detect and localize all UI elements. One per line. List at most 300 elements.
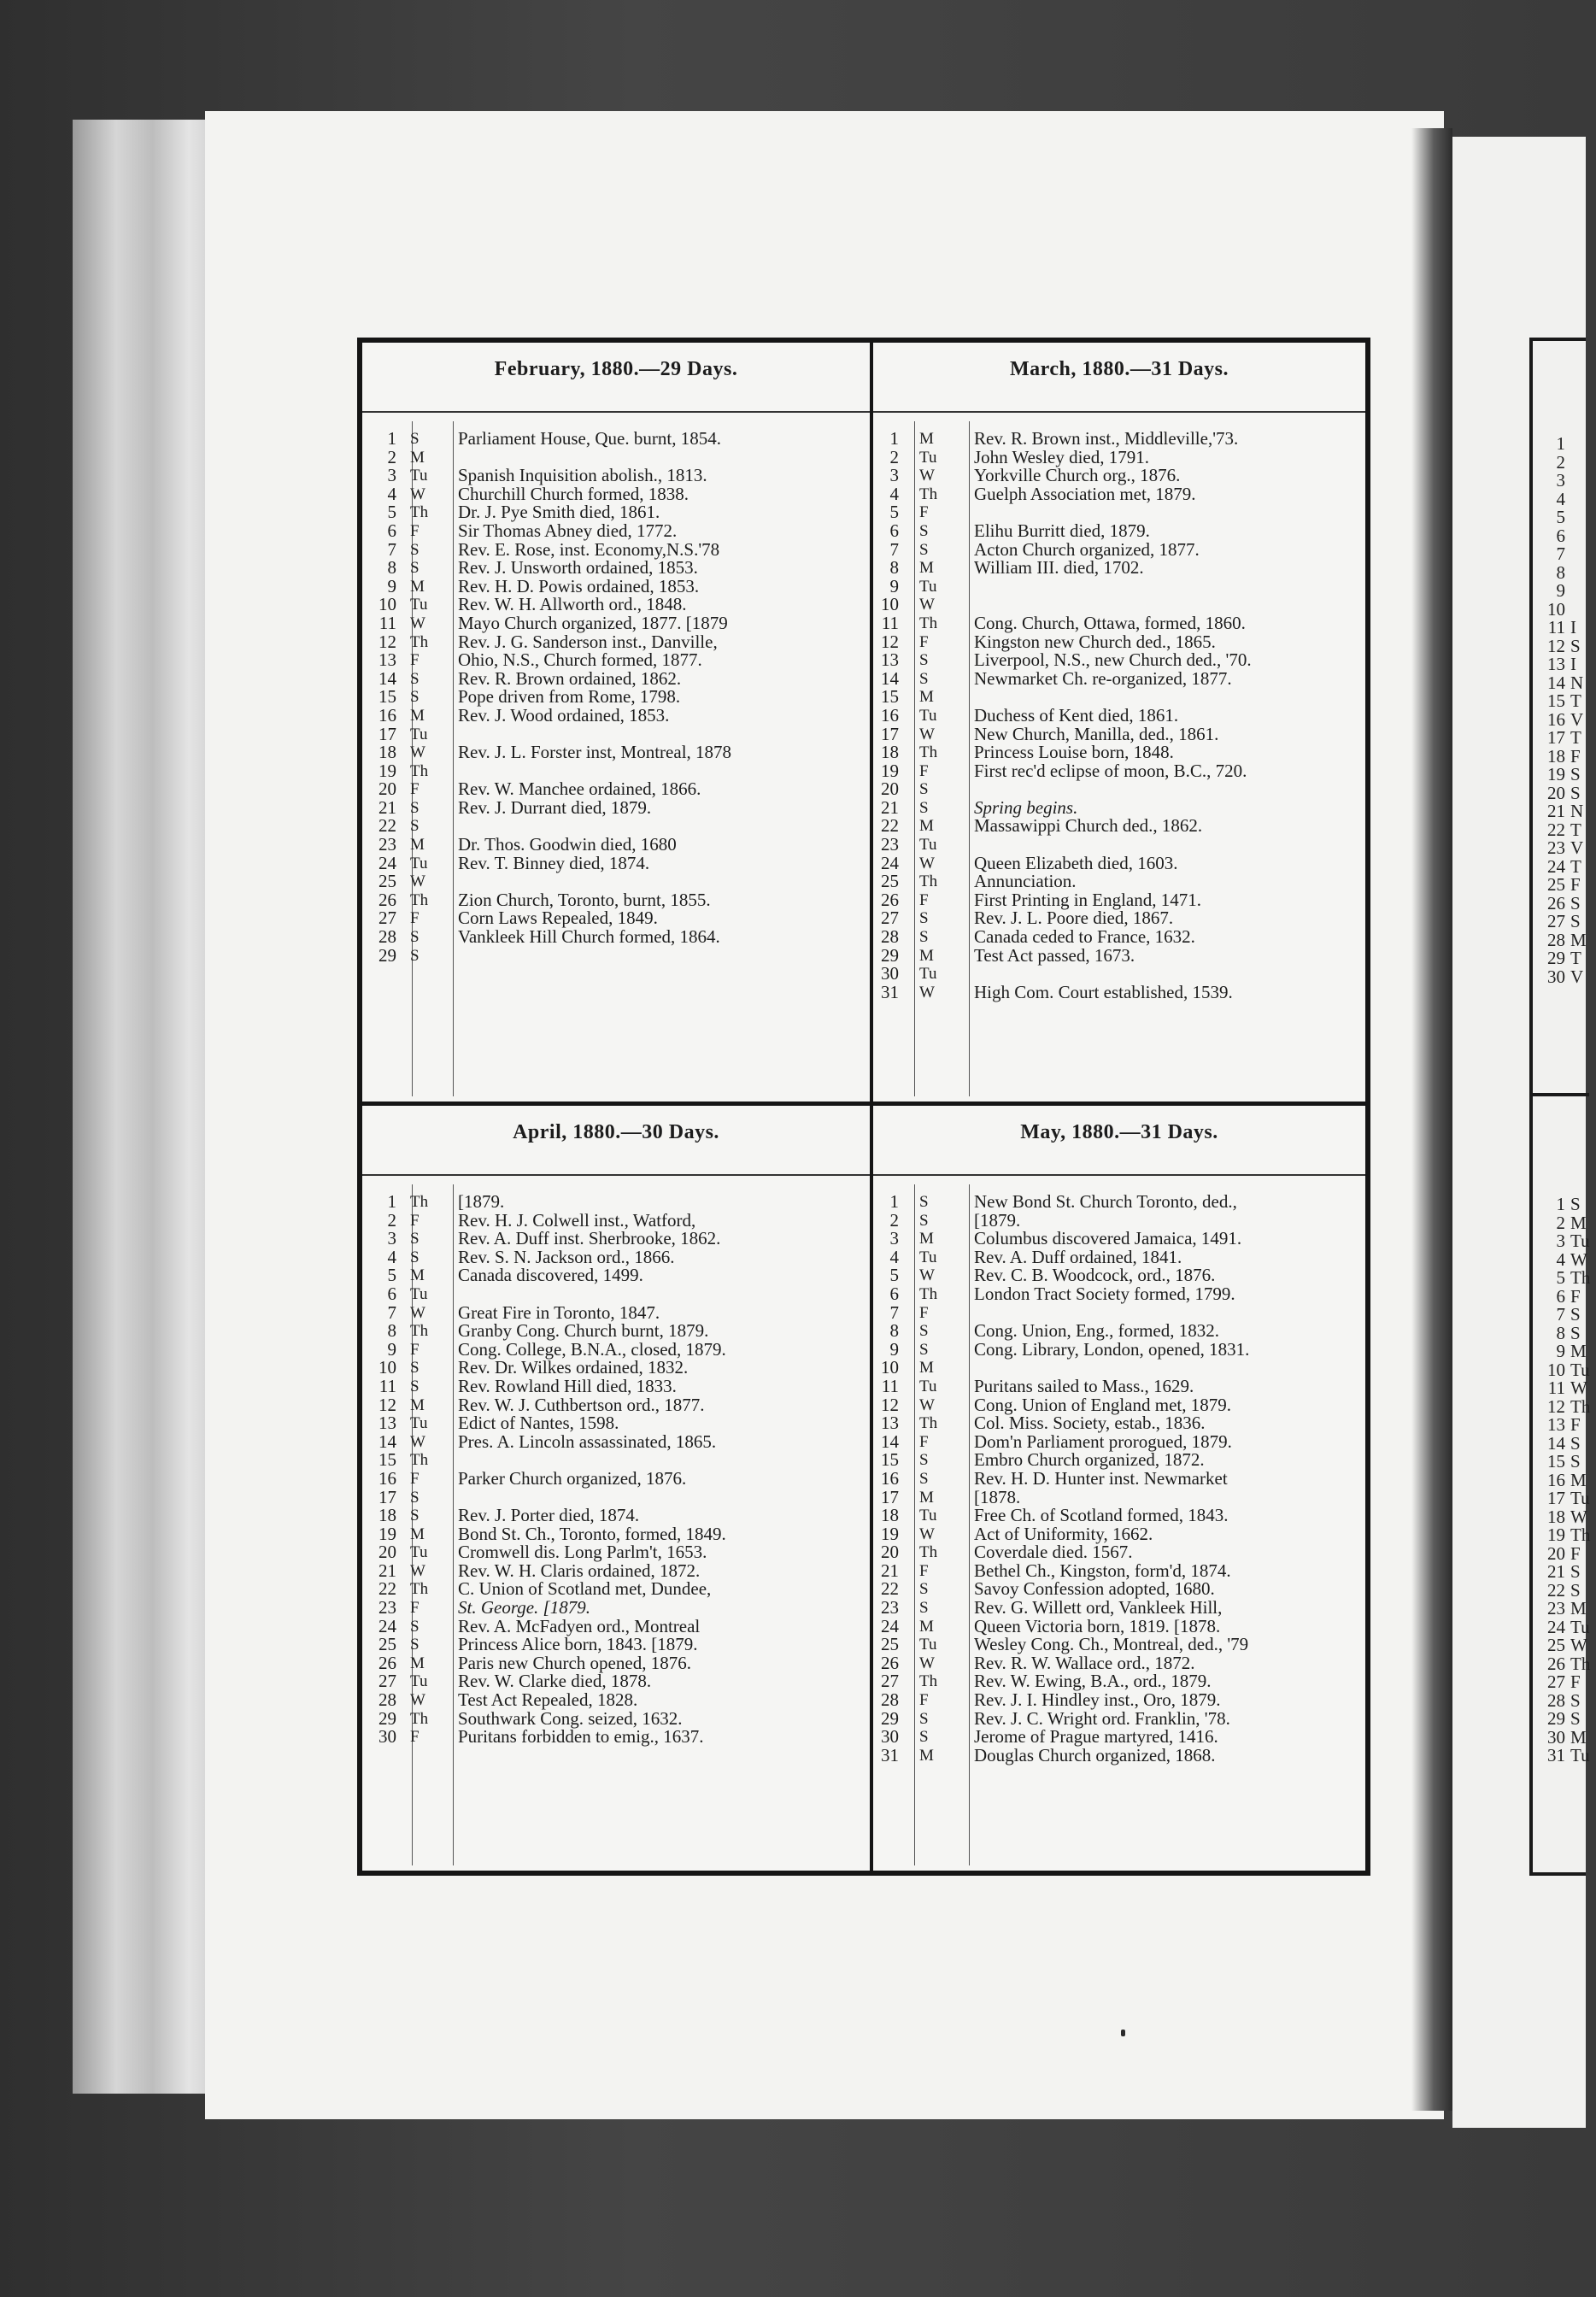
- event-text: Rev. W. Manchee ordained, 1866.: [458, 778, 701, 800]
- day-number: 16: [881, 1467, 899, 1489]
- event-text: [453, 1285, 870, 1304]
- fragment-cell: S: [1570, 1689, 1581, 1711]
- day-row: [873, 1338, 1365, 1360]
- weekday: M: [919, 1230, 934, 1248]
- day-row: [362, 1285, 870, 1304]
- day-row: [362, 446, 870, 467]
- event-text: Rev. R. Brown ordained, 1862.: [458, 667, 682, 689]
- day-number: 29: [881, 944, 899, 966]
- event-text: Zion Church, Toronto, burnt, 1855.: [458, 889, 711, 910]
- day-number: 7: [889, 538, 899, 560]
- weekday: Th: [410, 1193, 429, 1211]
- fragment-cell: S: [1570, 1708, 1581, 1729]
- weekday: M: [919, 817, 934, 836]
- day-row: [362, 1562, 870, 1581]
- month-title: February, 1880.—29 Days.: [494, 358, 738, 380]
- fragment-cell: 8: [1556, 561, 1565, 583]
- fragment-cell: M: [1570, 1598, 1587, 1618]
- weekday: S: [410, 817, 420, 836]
- day-row: [362, 1359, 870, 1378]
- fragment-cell: S: [1570, 1432, 1581, 1454]
- day-row: [362, 1375, 870, 1396]
- day-row: [362, 872, 870, 891]
- fragment-cell: W: [1570, 1506, 1587, 1527]
- weekday: S: [410, 798, 420, 817]
- event-text: Coverdale died. 1567.: [974, 1542, 1133, 1563]
- fragment-cell: 16: [1547, 708, 1565, 730]
- day-rows: [873, 430, 1365, 1002]
- event-text: Rev. S. N. Jackson ord., 1866.: [458, 1246, 675, 1267]
- day-number: 21: [881, 1560, 899, 1581]
- event-text: [969, 503, 1365, 522]
- fragment-cell: [1570, 582, 1596, 601]
- weekday: Tu: [919, 1248, 937, 1266]
- day-row: [362, 1338, 870, 1360]
- weekday: S: [410, 430, 420, 448]
- day-row: [873, 1285, 1365, 1304]
- fragment-cell: Tu: [1570, 1745, 1590, 1765]
- event-text: Spring begins.: [974, 796, 1078, 818]
- weekday: M: [919, 946, 934, 965]
- fragment-cell: 14: [1547, 1432, 1565, 1454]
- weekday: S: [919, 1709, 929, 1728]
- day-number: 23: [881, 1597, 899, 1618]
- fragment-cell: 2: [1556, 451, 1565, 473]
- day-row: [873, 1580, 1365, 1599]
- fragment-cell: 22: [1547, 1579, 1565, 1601]
- day-row: [873, 909, 1365, 928]
- event-text: Rev. H. D. Powis ordained, 1853.: [458, 575, 700, 596]
- event-text: Great Fire in Toronto, 1847.: [458, 1301, 660, 1323]
- fragment-cell: 23: [1547, 837, 1565, 858]
- day-number: 23: [881, 834, 899, 855]
- fragment-cell: 25: [1547, 1635, 1565, 1655]
- day-number: 4: [387, 483, 396, 504]
- fragment-cell: 13: [1547, 1414, 1565, 1435]
- day-row: [873, 1451, 1365, 1470]
- fragment-cell: 26: [1547, 892, 1565, 914]
- weekday: F: [919, 1303, 929, 1322]
- fragment-cell: 21: [1547, 801, 1565, 821]
- fragment-cell: 28: [1547, 929, 1565, 950]
- weekday: Th: [410, 1451, 429, 1470]
- fragment-cell: 15: [1547, 690, 1565, 711]
- day-row: [873, 1562, 1365, 1581]
- event-text: Acton Church organized, 1877.: [974, 538, 1200, 560]
- event-text: Newmarket Ch. re-organized, 1877.: [974, 667, 1232, 689]
- day-row: [873, 1599, 1365, 1618]
- fragment-cell: I: [1570, 617, 1576, 637]
- weekday: Tu: [410, 1414, 428, 1433]
- weekday: Th: [919, 485, 938, 503]
- event-text: Puritans forbidden to emig., 1637.: [458, 1726, 704, 1748]
- event-text: [453, 762, 870, 781]
- day-row: [873, 596, 1365, 614]
- event-text: Douglas Church organized, 1868.: [974, 1744, 1216, 1765]
- day-row: [873, 485, 1365, 504]
- day-number: 19: [378, 1523, 396, 1544]
- event-text: Act of Uniformity, 1662.: [974, 1523, 1153, 1544]
- event-text: Wesley Cong. Ch., Montreal, ded., '79: [974, 1634, 1249, 1655]
- weekday: S: [410, 1507, 420, 1525]
- day-number: 29: [378, 1707, 396, 1729]
- day-number: 26: [881, 1652, 899, 1673]
- fragment-cell: S: [1570, 764, 1581, 784]
- weekday: F: [410, 1211, 420, 1230]
- day-number: 28: [378, 1689, 396, 1711]
- day-row: [873, 1301, 1365, 1323]
- fragment-cell: 25: [1547, 874, 1565, 895]
- day-row: [873, 1414, 1365, 1433]
- event-text: Rev. H. D. Hunter inst. Newmarket: [974, 1467, 1228, 1489]
- day-number: 21: [378, 796, 396, 818]
- day-row: [873, 1322, 1365, 1341]
- event-text: Free Ch. of Scotland formed, 1843.: [974, 1505, 1229, 1526]
- day-row: [873, 575, 1365, 596]
- day-number: 28: [378, 926, 396, 948]
- day-row: [362, 1543, 870, 1562]
- event-text: London Tract Society formed, 1799.: [974, 1283, 1235, 1304]
- month-title: March, 1880.—31 Days.: [1009, 358, 1229, 380]
- day-number: 13: [378, 1413, 396, 1434]
- day-number: 16: [881, 704, 899, 726]
- weekday: S: [410, 1230, 420, 1248]
- event-text: Churchill Church formed, 1838.: [458, 483, 689, 504]
- event-text: Rev. E. Rose, inst. Economy,N.S.'78: [458, 538, 720, 560]
- weekday: W: [919, 1266, 935, 1285]
- fragment-cell: 31: [1547, 1745, 1565, 1765]
- fragment-cell: M: [1570, 1212, 1587, 1233]
- day-number: 10: [378, 1357, 396, 1378]
- page-edges: [73, 120, 218, 2094]
- weekday: F: [919, 1432, 929, 1451]
- fragment-cell: 12: [1547, 1395, 1565, 1417]
- day-number: 22: [881, 1578, 899, 1600]
- event-text: [453, 726, 870, 744]
- day-number: 6: [387, 520, 396, 541]
- day-number: 25: [881, 871, 899, 892]
- event-text: Rev. W. H. Allworth ord., 1848.: [458, 594, 687, 615]
- weekday: S: [919, 540, 929, 559]
- event-text: Cong. Union of England met, 1879.: [974, 1394, 1231, 1415]
- event-text: Spanish Inquisition abolish., 1813.: [458, 465, 707, 486]
- event-text: New Bond St. Church Toronto, ded.,: [974, 1191, 1237, 1212]
- day-number: 21: [881, 796, 899, 818]
- day-row: [873, 762, 1365, 781]
- fragment-cell: 26: [1547, 1653, 1565, 1674]
- event-text: Parker Church organized, 1876.: [458, 1467, 687, 1489]
- event-text: Rev. J. Porter died, 1874.: [458, 1505, 640, 1526]
- day-row: [873, 1507, 1365, 1525]
- event-text: High Com. Court established, 1539.: [974, 981, 1233, 1002]
- event-text: Rev. W. Ewing, B.A., ord., 1879.: [974, 1671, 1212, 1692]
- day-row: [362, 1580, 870, 1599]
- weekday: S: [410, 688, 420, 707]
- fragment-cell: 11: [1547, 617, 1565, 637]
- day-row: [362, 1230, 870, 1248]
- day-number: 18: [378, 742, 396, 763]
- day-row: [873, 1525, 1365, 1544]
- fragment-cell: 5: [1556, 507, 1565, 527]
- weekday: Th: [410, 1580, 429, 1599]
- event-text: Yorkville Church org., 1876.: [974, 465, 1181, 486]
- weekday: Th: [919, 743, 938, 762]
- day-number: 8: [387, 1320, 396, 1342]
- day-number: 10: [881, 594, 899, 615]
- day-number: 25: [881, 1634, 899, 1655]
- event-text: Paris new Church opened, 1876.: [458, 1652, 691, 1673]
- day-row: [873, 836, 1365, 855]
- day-row: [362, 891, 870, 910]
- title-rule: [362, 411, 870, 413]
- fragment-cell: 10: [1547, 598, 1565, 620]
- day-number: 7: [889, 1301, 899, 1323]
- day-number: 10: [881, 1357, 899, 1378]
- weekday: W: [919, 854, 935, 872]
- day-row: [362, 522, 870, 541]
- weekday: S: [919, 1469, 929, 1488]
- day-row: [873, 981, 1365, 1002]
- weekday: W: [919, 725, 935, 743]
- weekday: W: [919, 1395, 935, 1414]
- weekday: S: [919, 1322, 929, 1341]
- weekday: S: [410, 1248, 420, 1266]
- event-text: Rev. R. W. Wallace ord., 1872.: [974, 1652, 1195, 1673]
- event-text: Puritans sailed to Mass., 1629.: [974, 1375, 1194, 1396]
- event-text: Rev. A. Duff inst. Sherbrooke, 1862.: [458, 1228, 721, 1249]
- weekday: S: [919, 909, 929, 928]
- day-number: 19: [378, 760, 396, 781]
- day-row: [873, 430, 1365, 449]
- month-february: [362, 343, 870, 1102]
- day-row: [362, 1707, 870, 1729]
- event-text: John Wesley died, 1791.: [974, 446, 1149, 467]
- event-text: Rev. A. McFadyen ord., Montreal: [458, 1615, 701, 1636]
- event-text: Savoy Confession adopted, 1680.: [974, 1578, 1215, 1600]
- event-text: [453, 817, 870, 836]
- day-row: [362, 651, 870, 670]
- event-text: William III. died, 1702.: [974, 557, 1144, 579]
- fragment-cell: T: [1570, 819, 1581, 840]
- day-row: [362, 1615, 870, 1636]
- day-number: 23: [378, 1597, 396, 1618]
- event-text: Rev. J. Wood ordained, 1853.: [458, 704, 670, 726]
- weekday: F: [919, 632, 929, 651]
- day-number: 2: [889, 1209, 899, 1231]
- day-row: [362, 1467, 870, 1489]
- day-number: 31: [881, 981, 899, 1002]
- weekday: W: [410, 1561, 425, 1580]
- event-text: Rev. Rowland Hill died, 1833.: [458, 1375, 677, 1396]
- day-row: [362, 1301, 870, 1323]
- day-number: 6: [889, 1283, 899, 1304]
- event-text: [969, 836, 1365, 855]
- day-number: 16: [378, 704, 396, 726]
- day-number: 20: [378, 1542, 396, 1563]
- weekday: Th: [410, 1709, 429, 1728]
- day-number: 28: [881, 1689, 899, 1711]
- fragment-cell: Th: [1570, 1395, 1591, 1417]
- weekday: Tu: [410, 1284, 428, 1303]
- weekday: Tu: [410, 467, 428, 485]
- day-number: 30: [881, 963, 899, 984]
- day-row: [362, 1636, 870, 1654]
- weekday: F: [919, 761, 929, 780]
- day-number: 10: [378, 594, 396, 615]
- weekday: Th: [919, 614, 938, 632]
- event-text: Rev. R. Brown inst., Middleville,'73.: [974, 428, 1239, 449]
- weekday: M: [410, 1524, 425, 1543]
- weekday: F: [410, 651, 420, 670]
- day-number: 6: [889, 520, 899, 541]
- day-number: 27: [378, 1671, 396, 1692]
- day-number: 4: [889, 1246, 899, 1267]
- weekday: M: [410, 706, 425, 725]
- fragment-cell: T: [1570, 690, 1581, 711]
- day-row: [873, 928, 1365, 947]
- event-text: C. Union of Scotland met, Dundee,: [458, 1578, 712, 1600]
- weekday: S: [410, 1359, 420, 1378]
- event-text: [1878.: [974, 1486, 1021, 1507]
- month-may: [873, 1106, 1365, 1871]
- day-row: [362, 780, 870, 799]
- weekday: M: [919, 559, 934, 578]
- day-row: [362, 1322, 870, 1341]
- weekday: Tu: [410, 1543, 428, 1562]
- day-row: [362, 817, 870, 836]
- fragment-cell: 24: [1547, 855, 1565, 877]
- day-number: 12: [881, 631, 899, 652]
- weekday: M: [410, 448, 425, 467]
- fragment-cell: Tu: [1570, 1231, 1590, 1251]
- fragment-cell: 11: [1547, 1378, 1565, 1398]
- event-text: Rev. W. H. Claris ordained, 1872.: [458, 1560, 701, 1581]
- day-number: 1: [889, 428, 899, 449]
- fragment-cell: F: [1570, 1542, 1581, 1564]
- weekday: S: [919, 1451, 929, 1470]
- fragment-cell: Tu: [1570, 1616, 1590, 1637]
- event-text: Embro Church organized, 1872.: [974, 1449, 1205, 1471]
- fragment-cell: 12: [1547, 635, 1565, 656]
- fragment-cell: [1570, 472, 1596, 491]
- fragment-cell: 5: [1556, 1267, 1565, 1288]
- fragment-cell: 24: [1547, 1616, 1565, 1637]
- day-row: [362, 633, 870, 652]
- day-number: 15: [881, 1449, 899, 1471]
- event-text: Princess Louise born, 1848.: [974, 742, 1174, 763]
- day-number: 3: [387, 1228, 396, 1249]
- day-row: [873, 1467, 1365, 1489]
- fragment-cell: 6: [1556, 525, 1565, 546]
- weekday: S: [410, 540, 420, 559]
- weekday: W: [410, 872, 425, 891]
- weekday: Tu: [919, 1507, 937, 1525]
- fragment-cell: 16: [1547, 1469, 1565, 1490]
- weekday: S: [919, 521, 929, 540]
- fragment-cell: F: [1570, 874, 1581, 895]
- right-day-numbers-bottom: [1540, 1195, 1565, 1765]
- fragment-cell: 1: [1556, 433, 1565, 454]
- day-number: 12: [881, 1394, 899, 1415]
- day-number: 4: [889, 483, 899, 504]
- day-number: 26: [378, 889, 396, 910]
- fragment-cell: 10: [1547, 1359, 1565, 1380]
- weekday: W: [919, 1654, 935, 1672]
- day-row: [362, 1691, 870, 1710]
- fragment-cell: Th: [1570, 1653, 1591, 1674]
- event-text: First rec'd eclipse of moon, B.C., 720.: [974, 760, 1247, 781]
- day-number: 14: [378, 667, 396, 689]
- fragment-cell: M: [1570, 929, 1587, 950]
- event-text: Bond St. Ch., Toronto, formed, 1849.: [458, 1523, 726, 1544]
- day-row: [362, 1672, 870, 1691]
- weekday: Tu: [919, 448, 937, 467]
- fragment-cell: [1570, 508, 1596, 527]
- right-table-divider: [1533, 1093, 1589, 1096]
- fragment-cell: 22: [1547, 819, 1565, 840]
- event-text: Annunciation.: [974, 871, 1077, 892]
- day-number: 20: [881, 1542, 899, 1563]
- right-page-table: [1529, 338, 1591, 1876]
- event-text: Kingston new Church ded., 1865.: [974, 631, 1216, 652]
- event-text: Guelph Association met, 1879.: [974, 483, 1196, 504]
- weekday: F: [919, 1561, 929, 1580]
- day-number: 13: [881, 1413, 899, 1434]
- day-number: 3: [889, 1228, 899, 1249]
- fragment-cell: Th: [1570, 1267, 1591, 1288]
- day-row: [362, 762, 870, 781]
- event-text: Rev. G. Willett ord, Vankleek Hill,: [974, 1597, 1223, 1618]
- day-row: [362, 1266, 870, 1285]
- weekday: F: [919, 1691, 929, 1710]
- day-number: 25: [378, 871, 396, 892]
- day-number: 8: [889, 1320, 899, 1342]
- event-text: Cong. College, B.N.A., closed, 1879.: [458, 1338, 726, 1360]
- day-row: [362, 1599, 870, 1618]
- weekday: Th: [919, 1543, 938, 1562]
- fragment-cell: [1570, 545, 1596, 564]
- event-text: Granby Cong. Church burnt, 1879.: [458, 1320, 709, 1342]
- weekday: S: [919, 1340, 929, 1359]
- day-rows: [362, 430, 870, 965]
- event-text: Mayo Church organized, 1877. [1879: [458, 612, 728, 633]
- weekday: M: [919, 1746, 934, 1765]
- day-row: [362, 1248, 870, 1267]
- fragment-cell: T: [1570, 855, 1581, 877]
- weekday: Tu: [919, 965, 937, 984]
- day-row: [873, 1359, 1365, 1378]
- fragment-cell: F: [1570, 1414, 1581, 1435]
- day-number: 13: [378, 649, 396, 671]
- fragment-cell: 29: [1547, 1708, 1565, 1729]
- day-row: [362, 1209, 870, 1231]
- day-row: [873, 1543, 1365, 1562]
- day-number: 5: [889, 502, 899, 523]
- day-row: [362, 575, 870, 596]
- day-row: [873, 1375, 1365, 1396]
- event-text: [969, 780, 1365, 799]
- weekday: W: [410, 1303, 425, 1322]
- day-number: 11: [378, 1375, 396, 1396]
- event-text: Edict of Nantes, 1598.: [458, 1413, 619, 1434]
- day-row: [873, 723, 1365, 744]
- day-row: [362, 723, 870, 744]
- day-row: [362, 1486, 870, 1507]
- day-row: [362, 836, 870, 855]
- fragment-cell: S: [1570, 1304, 1581, 1325]
- fragment-cell: 3: [1556, 470, 1565, 491]
- weekday: S: [919, 651, 929, 670]
